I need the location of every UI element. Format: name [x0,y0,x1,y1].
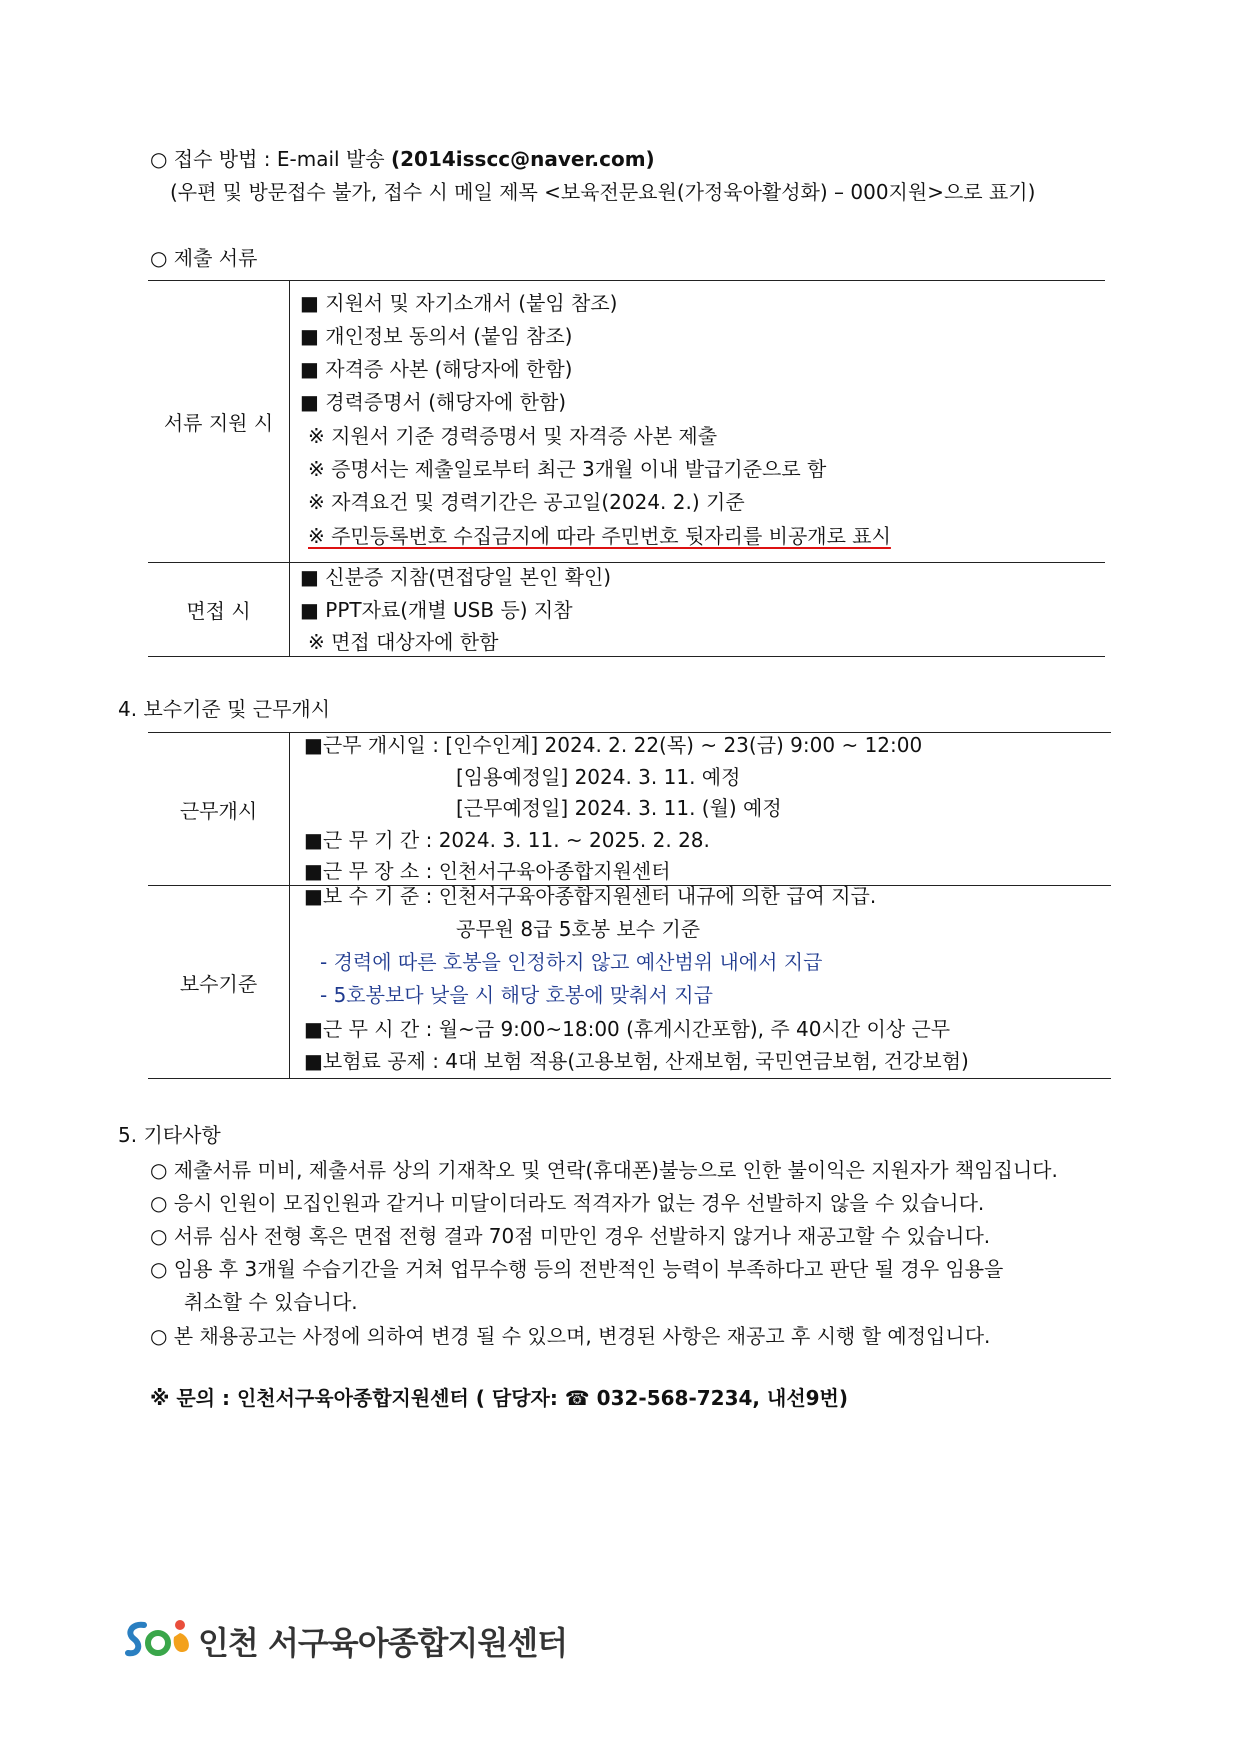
section5-heading: 5. 기타사항 [118,1123,221,1147]
submission-email: (2014isscc@naver.com) [390,147,655,171]
section5-item: ○ 본 채용공고는 사정에 의하여 변경 될 수 있으며, 변경된 사항은 재공고 후 시행 할 예정입니다. [150,1324,991,1348]
documents-note: ※ 면접 대상자에 한함 [308,630,499,654]
section5-item: ○ 임용 후 3개월 수습기간을 거쳐 업무수행 등의 전반적인 능력이 부족하다고 판단 될 경우 임용을 [150,1257,1004,1281]
documents-row-application [148,281,1105,563]
compensation-item: ■근 무 장 소 : 인천서구육아종합지원센터 [304,859,671,883]
documents-item: ■ 자격증 사본 (해당자에 한함) [300,357,573,381]
documents-row-content [290,281,1106,563]
documents-item: ■ 경력증명서 (해당자에 한함) [300,390,567,414]
documents-item: ■ 지원서 및 자기소개서 (붙임 참조) [300,291,618,315]
section5-item-continued: 취소할 수 있습니다. [184,1290,358,1314]
compensation-item: ■보험료 공제 : 4대 보험 적용(고용보험, 산재보험, 국민연금보험, 건강보험) [304,1049,969,1073]
contact-info: ※ 문의 : 인천서구육아종합지원센터 ( 담당자: ☎ 032-568-7234, 내선9번) [150,1386,849,1410]
submission-method [150,147,655,171]
footer-logo-text: 인천 서구육아종합지원센터 [198,1624,568,1662]
compensation-item: ■보 수 기 준 : 인천서구육아종합지원센터 내규에 의한 급여 지급. [304,884,877,908]
compensation-row-label: 보수기준 [148,886,290,1079]
compensation-item: ■근 무 기 간 : 2024. 3. 11. ~ 2025. 2. 28. [304,828,710,852]
documents-note: ※ 지원서 기준 경력증명서 및 자격증 사본 제출 [308,424,718,448]
compensation-table [148,732,1111,1079]
documents-item: ■ PPT자료(개별 USB 등) 지참 [300,598,573,622]
documents-heading: ○ 제출 서류 [150,246,258,270]
documents-row-label: 면접 시 [148,563,290,657]
documents-row-label: 서류 지원 시 [148,281,290,563]
documents-item: ■ 신분증 지참(면접당일 본인 확인) [300,565,612,589]
compensation-note: - 경력에 따른 호봉을 인정하지 않고 예산범위 내에서 지급 [320,950,823,974]
section5-item: ○ 응시 인원이 모집인원과 같거나 미달이더라도 적격자가 없는 경우 선발하지 않을 수 있습니다. [150,1191,985,1215]
documents-note: ※ 자격요건 및 경력기간은 공고일(2024. 2.) 기준 [308,490,745,514]
section5-item: ○ 서류 심사 전형 혹은 면접 전형 결과 70점 미만인 경우 선발하지 않거나 재공고할 수 있습니다. [150,1224,991,1248]
compensation-row-content [290,886,1112,1079]
compensation-row-pay [148,886,1111,1079]
documents-note: ※ 증명서는 제출일로부터 최근 3개월 이내 발급기준으로 함 [308,457,827,481]
compensation-note: - 5호봉보다 낮을 시 해당 호봉에 맞춰서 지급 [320,983,713,1007]
documents-item: ■ 개인정보 동의서 (붙임 참조) [300,324,573,348]
compensation-row-label: 근무개시 [148,733,290,886]
documents-note-highlight: ※ 주민등록번호 수집금지에 따라 주민번호 뒷자리를 비공개로 표시 [308,524,891,548]
compensation-item: ■근 무 시 간 : 월~금 9:00~18:00 (휴게시간포함), 주 40시간 이상 근무 [304,1017,951,1041]
documents-table [148,280,1105,657]
submission-method-label: ○ 접수 방법 : E-mail 발송 [150,147,391,171]
section4-heading: 4. 보수기준 및 근무개시 [118,697,331,721]
center-logo-icon [122,1617,192,1661]
compensation-item: ■근무 개시일 : [인수인계] 2024. 2. 22(목) ~ 23(금) 9:00 ~ 12:00 [304,733,923,757]
documents-row-content [290,563,1106,657]
compensation-item: 공무원 8급 5호봉 보수 기준 [456,917,701,941]
section5-item: ○ 제출서류 미비, 제출서류 상의 기재착오 및 연락(휴대폰)불능으로 인한 불이익은 지원자가 책임집니다. [150,1158,1058,1182]
compensation-item: [근무예정일] 2024. 3. 11. (월) 예정 [456,796,782,820]
compensation-row-start [148,733,1111,886]
compensation-item: [임용예정일] 2024. 3. 11. 예정 [456,765,741,789]
submission-note: (우편 및 방문접수 불가, 접수 시 메일 제목 <보육전문요원(가정육아활성화) – 000지원>으로 표기) [170,180,1036,204]
compensation-row-content [290,733,1112,886]
documents-row-interview [148,563,1105,657]
